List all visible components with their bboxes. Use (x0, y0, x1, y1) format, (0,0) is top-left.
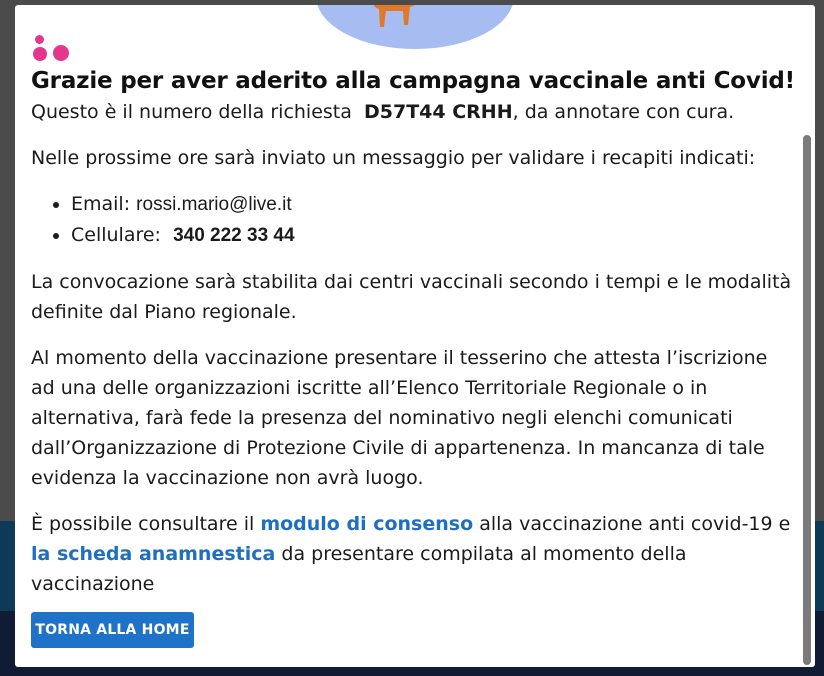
modal-title: Grazie per aver aderito alla campagna vaccinale anti Covid! (31, 68, 795, 94)
back-home-button[interactable]: TORNA ALLA HOME (31, 612, 194, 648)
request-prefix: Questo è il numero della richiesta (31, 101, 352, 123)
consult-suffix: da presentare compilata al momento della vaccinazione (31, 543, 687, 595)
email-value: rossi.mario@live.it (136, 194, 292, 215)
anamnesis-form-link[interactable]: la scheda anamnestica (31, 543, 276, 565)
email-label: Email: (71, 193, 131, 215)
consult-prefix: È possibile consultare il (31, 513, 255, 535)
consent-form-link[interactable]: modulo di consenso (260, 513, 474, 535)
convocation-text: La convocazione sarà stabilita dai centri vaccinali secondo i tempi e le modalità definite dal Piano regionale. (31, 271, 792, 323)
consult-middle: alla vaccinazione anti covid-19 e (479, 513, 791, 535)
list-item-email (71, 189, 797, 220)
confirmation-modal (15, 5, 815, 667)
phone-value: 340 222 33 44 (173, 225, 295, 246)
request-code: D57T44 CRHH (364, 101, 513, 123)
instructions-text: Al momento della vaccinazione presentare il tesserino che attesta l’iscrizione ad una delle organizzazioni iscritte all’Elenco Territoriale Regionale o in alternativa, farà fede la presenza del nominativo negli elenchi comunicati dall’Organizzazione di Protezione Civile di appartenenza. In mancanza di tale evidenza la vaccinazione non avrà luogo. (31, 347, 768, 489)
dog-icon (364, 5, 424, 35)
modal-content (31, 65, 797, 599)
consult-text (31, 509, 797, 599)
list-item-phone (71, 220, 797, 251)
scrollbar-thumb[interactable] (803, 135, 811, 665)
notice-text: Nelle prossime ore sarà inviato un messaggio per validare i recapiti indicati: (31, 147, 756, 169)
phone-label: Cellulare: (71, 224, 161, 246)
dog-illustration (316, 5, 514, 49)
request-line (31, 97, 797, 127)
contacts-list (71, 189, 797, 251)
brand-dots-icon (33, 33, 73, 63)
request-suffix: , da annotare con cura. (512, 101, 735, 123)
